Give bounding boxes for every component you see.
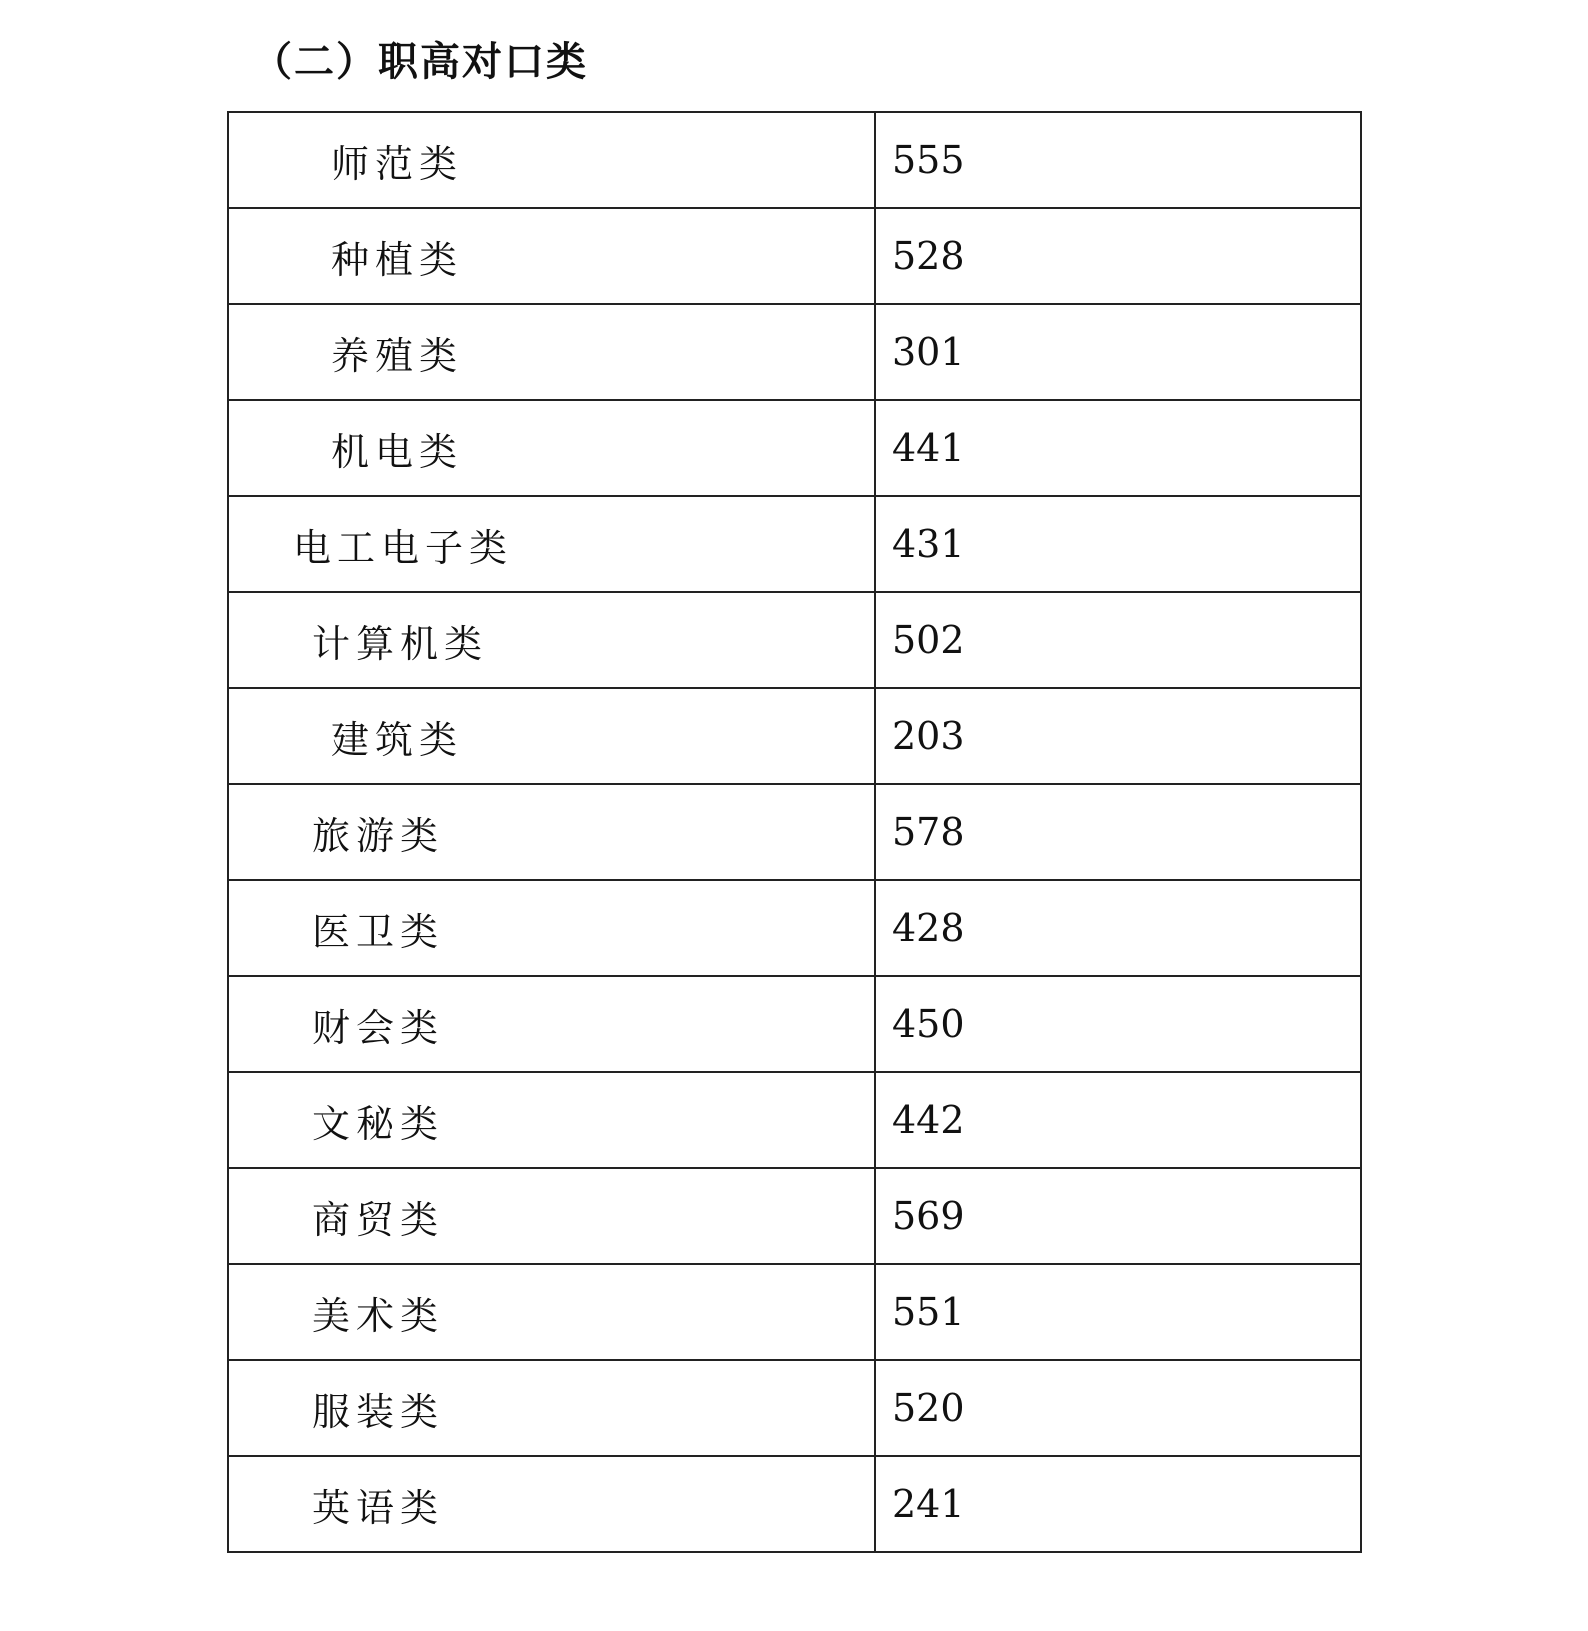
score-cell: 551 <box>875 1264 1361 1360</box>
score-cell: 441 <box>875 400 1361 496</box>
table-row <box>228 400 1361 496</box>
score-cell: 301 <box>875 304 1361 400</box>
score-cell: 428 <box>875 880 1361 976</box>
score-cell: 450 <box>875 976 1361 1072</box>
table-row <box>228 496 1361 592</box>
category-cell <box>228 1456 875 1552</box>
table-row <box>228 784 1361 880</box>
category-cell <box>228 208 875 304</box>
category-cell <box>228 592 875 688</box>
table-row <box>228 592 1361 688</box>
category-cell <box>228 1168 875 1264</box>
score-cell: 431 <box>875 496 1361 592</box>
category-name: 美术类 <box>312 1293 445 1338</box>
score-cell: 555 <box>875 112 1361 208</box>
category-name: 种植类 <box>331 237 464 282</box>
category-name: 师范类 <box>331 141 464 186</box>
score-cell: 520 <box>875 1360 1361 1456</box>
score-cell: 203 <box>875 688 1361 784</box>
score-cell: 502 <box>875 592 1361 688</box>
category-name: 英语类 <box>312 1485 445 1530</box>
category-name: 文秘类 <box>312 1101 445 1146</box>
table-row <box>228 880 1361 976</box>
score-cell: 578 <box>875 784 1361 880</box>
category-cell <box>228 304 875 400</box>
table-row <box>228 1360 1361 1456</box>
score-cell: 241 <box>875 1456 1361 1552</box>
category-cell <box>228 400 875 496</box>
category-name: 机电类 <box>331 429 464 474</box>
table-row <box>228 1072 1361 1168</box>
table-row <box>228 1168 1361 1264</box>
category-name: 服装类 <box>312 1389 445 1434</box>
score-table <box>227 111 1362 1553</box>
table-row <box>228 1264 1361 1360</box>
table-row <box>228 688 1361 784</box>
category-cell <box>228 496 875 592</box>
category-cell <box>228 1072 875 1168</box>
category-cell <box>228 112 875 208</box>
table-row <box>228 304 1361 400</box>
category-name: 财会类 <box>312 1005 445 1050</box>
category-name: 养殖类 <box>331 333 464 378</box>
score-cell: 442 <box>875 1072 1361 1168</box>
category-cell <box>228 976 875 1072</box>
score-cell: 569 <box>875 1168 1361 1264</box>
category-name: 电工电子类 <box>293 525 514 570</box>
table-row <box>228 1456 1361 1552</box>
category-name: 建筑类 <box>331 717 464 762</box>
section-heading: （二）职高对口类 <box>252 39 588 85</box>
table-row <box>228 208 1361 304</box>
category-name: 旅游类 <box>312 813 445 858</box>
score-cell: 528 <box>875 208 1361 304</box>
category-name: 医卫类 <box>312 909 445 954</box>
category-cell <box>228 1264 875 1360</box>
category-name: 商贸类 <box>312 1197 445 1242</box>
table-row <box>228 112 1361 208</box>
category-cell <box>228 880 875 976</box>
category-cell <box>228 688 875 784</box>
category-cell <box>228 1360 875 1456</box>
category-cell <box>228 784 875 880</box>
category-name: 计算机类 <box>312 621 489 666</box>
table-row <box>228 976 1361 1072</box>
